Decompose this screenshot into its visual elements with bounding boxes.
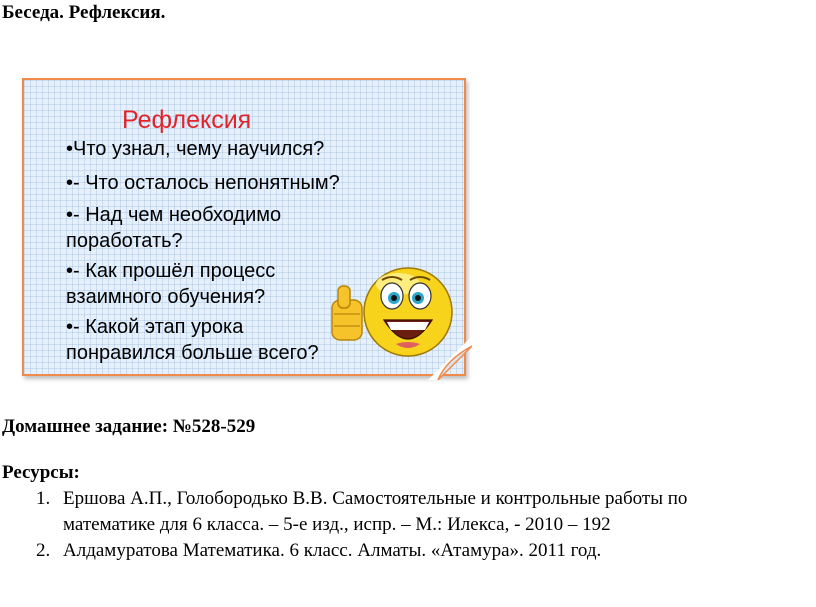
card-line-4: поработать? [66, 230, 183, 252]
homework-line: Домашнее задание: №528-529 [2, 416, 256, 437]
resource-text: Ершова А.П., Голобородько В.В. Самостоятельные и контрольные работы по [63, 488, 688, 509]
card-line-2: •- Что осталось непонятным? [66, 172, 340, 194]
card-line-1: •Что узнал, чему научился? [66, 138, 325, 160]
card-line-5: •- Как прошёл процесс [66, 260, 276, 282]
resource-text: математике для 6 класса. – 5-е изд., испр. – М.: Илекса, - 2010 – 192 [63, 514, 611, 535]
resource-text: Алдамуратова Математика. 6 класс. Алматы. «Атамура». 2011 год. [63, 540, 602, 561]
page-heading: Беседа. Рефлексия. [2, 2, 166, 23]
card-line-7: •- Какой этап урока [66, 316, 244, 338]
card-title: Рефлексия [122, 106, 252, 134]
resources-title: Ресурсы: [2, 462, 80, 483]
page-curl [428, 336, 472, 380]
resource-number: 2. [36, 540, 51, 561]
resource-number: 1. [36, 488, 51, 509]
card-line-8: понравился больше всего? [66, 342, 319, 364]
card-line-3: •- Над чем необходимо [66, 204, 282, 226]
reflection-card [22, 78, 466, 376]
card-line-6: взаимного обучения? [66, 286, 266, 308]
